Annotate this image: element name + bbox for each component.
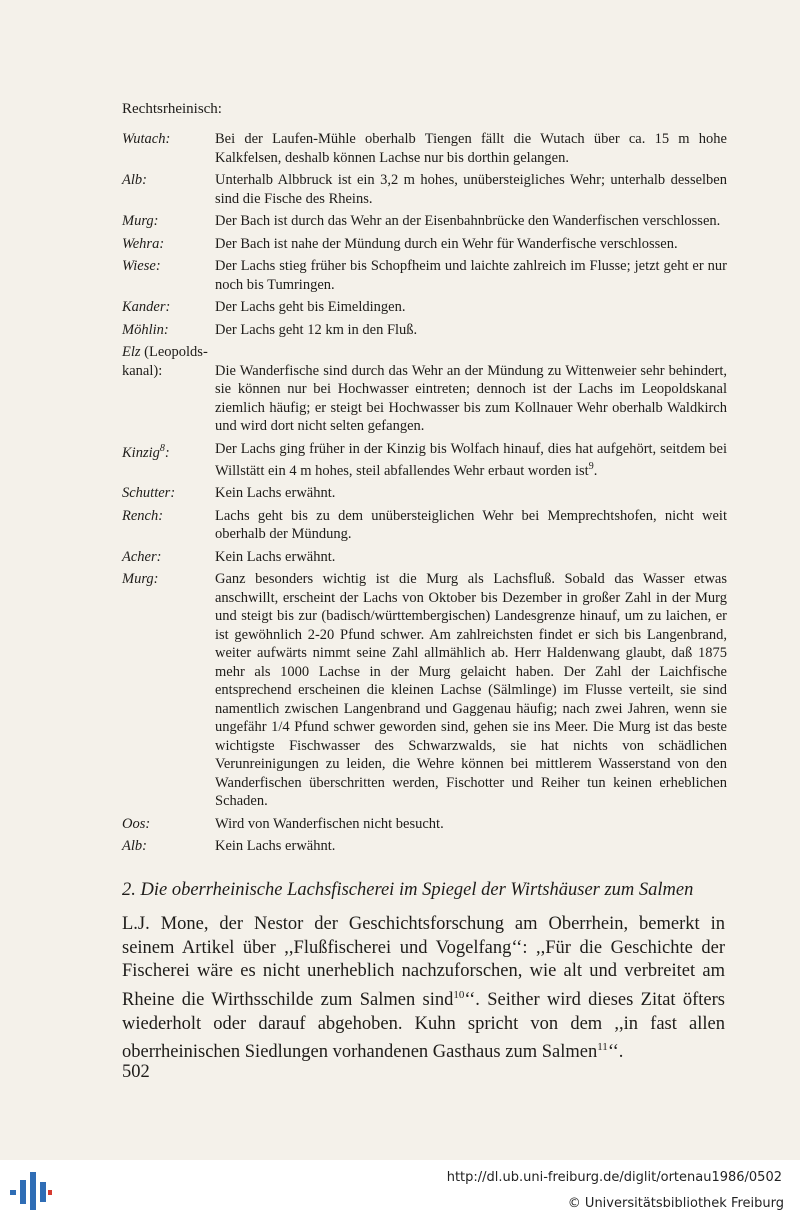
paragraph-text: L.J. Mone, der Nestor der Geschichtsforschung am Oberrhein, bemerkt in seinem Artikel über ,,Flußfischerei und Vogelfang‘‘: ,,Für die Geschichte der Fischerei wäre es nicht unerheblich nachzuforschen, wie alt und verbreitet am Rheine die Wirthsschilde zum Salmen sind xyxy=(122,914,725,1010)
river-entry xyxy=(122,212,727,231)
river-description: Bei der Laufen-Mühle oberhalb Tiengen fällt die Wutach über ca. 15 m hohe Kalkfelsen, deshalb können Lachse nur bis dorthin gelangen. xyxy=(215,131,727,166)
footnote-ref: 11 xyxy=(597,1041,608,1054)
river-entry xyxy=(122,235,727,254)
river-entry xyxy=(122,171,727,208)
river-description: Der Lachs geht 12 km in den Fluß. xyxy=(215,321,418,338)
river-name-suffix: : xyxy=(164,444,170,461)
river-entry xyxy=(122,548,727,567)
river-entry xyxy=(122,507,727,544)
river-entry xyxy=(122,484,727,503)
logo-bar xyxy=(20,1180,26,1204)
river-description: Der Lachs stieg früher bis Schopfheim und laichte zahlreich im Flusse; jetzt geht er nur noch bis Tumringen. xyxy=(215,258,727,293)
footer-url-link[interactable]: http://dl.ub.uni-freiburg.de/diglit/ortenau1986/0502 xyxy=(446,1170,782,1185)
logo-bar xyxy=(48,1190,52,1195)
river-description-end: . xyxy=(593,462,598,479)
paragraph-text: ‘‘. Seither wird dieses Zitat öfters wiederholt oder darauf abgehoben. Kuhn spricht von dem ,,in fast allen oberrheinischen Siedlungen vorhandenen Gasthaus zum Salmen xyxy=(122,989,725,1063)
river-name-text: Kinzig xyxy=(122,444,160,461)
river-name: Wehra: xyxy=(122,235,165,252)
footnote-ref: 9 xyxy=(588,461,594,472)
body-paragraph xyxy=(122,913,725,1065)
section-heading: 2. Die oberrheinische Lachsfischerei im Spiegel der Wirtshäuser zum Salmen xyxy=(122,880,694,900)
river-name: Wutach: xyxy=(122,131,171,147)
river-description: Ganz besonders wichtig ist die Murg als Lachsfluß. Sobald das Wasser etwas anschwillt, erscheint der Lachs von Oktober bis Dezember in großer Zahl in der Murg und steigt bis zur (badisch/württembergischen) Landesgrenze hinauf, um zu laichen, er ist gewöhnlich 2-20 Pfund schwer. Am zahlreichsten findet er sich bis Langenbrand, weiter aufwärts nimmt seine Zahl allmählich ab. Herr Haldenwang glaubt, daß 1875 mehr als 1000 Lachse in der Murg gelaicht haben. Der Zahl der Laichfische entsprechend erscheinen die kleinen Lachse (Sälmlinge) im Flusse verteilt, sie sind namentlich zwischen Langenbrand und Gaggenau häufig; nach zwei Jahren, wenn sie ungefähr 1/4 Pfund schwer geworden sind, gehen sie ins Meer. Die Murg ist das beste wichtigste Fischwasser des Schwarzwalds, sie hat nichts von schädlichen Verunreinigungen zu leiden, die Wehre können bei mittlerem Wasserstand von den Wanderfischen überschritten werden, Fischotter und Reiher tun keinen erheblichen Schaden. xyxy=(215,571,727,810)
river-description: Der Lachs geht bis Eimeldingen. xyxy=(215,299,406,315)
river-description: Kein Lachs erwähnt. xyxy=(215,548,336,565)
river-description: Wird von Wanderfischen nicht besucht. xyxy=(215,815,444,832)
river-name: Wiese: xyxy=(122,258,161,274)
river-description xyxy=(215,440,727,481)
river-description: Der Bach ist durch das Wehr an der Eisenbahnbrücke den Wanderfischen verschlossen. xyxy=(215,213,721,229)
river-description-text: Die Wanderfische sind durch das Wehr an der Mündung zu Wittenweier sehr behindert, sie können nur bei Hochwasser eintreten; dennoch ist der Lachs im Leopoldskanal ziemlich häufig; er steigt bei Hochwasser bis zum Kollnauer Wehr oberhalb Waldkirch und wird dort nicht selten gefangen. xyxy=(215,362,727,434)
river-description: Unterhalb Albbruck ist ein 3,2 m hohes, unübersteigliches Wehr; unterhalb desselben sind die Fische des Rheins. xyxy=(215,172,727,207)
river-name-italic: Elz xyxy=(122,344,141,360)
river-name: Kander: xyxy=(122,299,171,315)
river-description: Kein Lachs erwähnt. xyxy=(215,485,336,502)
river-entry xyxy=(122,343,727,436)
river-name: Murg: xyxy=(122,213,159,229)
river-entry xyxy=(122,815,727,834)
river-name: Möhlin: xyxy=(122,321,169,338)
river-entry xyxy=(122,440,727,481)
river-name: Alb: xyxy=(122,172,147,188)
river-name xyxy=(122,343,215,436)
river-description: Kein Lachs erwähnt. xyxy=(215,838,336,855)
logo-bar xyxy=(10,1190,16,1195)
river-description xyxy=(215,343,727,436)
footer-bar xyxy=(0,1160,800,1220)
river-name: Oos: xyxy=(122,815,151,832)
library-logo-icon xyxy=(10,1168,52,1212)
river-description: Der Bach ist nahe der Mündung durch ein Wehr für Wanderfische verschlossen. xyxy=(215,235,678,252)
river-name: Acher: xyxy=(122,548,162,565)
river-name: Murg: xyxy=(122,571,159,588)
river-entry xyxy=(122,298,727,317)
river-description-text: Der Lachs ging früher in der Kinzig bis Wolfach hinauf, dies hat aufgehört, seitdem bei Willstätt ein 4 m hohes, steil abfallendes Wehr erbaut worden ist xyxy=(215,440,727,479)
river-entry xyxy=(122,837,727,856)
river-name-rest: (Leopolds- xyxy=(140,344,208,360)
footer-copyright: © Universitätsbibliothek Freiburg xyxy=(567,1196,784,1211)
paragraph-text: ‘‘. xyxy=(607,1042,624,1063)
section-label: Rechtsrheinisch: xyxy=(122,101,222,117)
river-entry xyxy=(122,321,727,340)
river-name-line2: kanal): xyxy=(122,362,163,379)
logo-bar xyxy=(40,1182,46,1202)
river-name: Rench: xyxy=(122,507,164,524)
river-entry xyxy=(122,570,727,811)
river-list xyxy=(122,130,727,860)
river-description: Lachs geht bis zu dem unübersteiglichen Wehr bei Memprechtshofen, nicht weit oberhalb der Mündung. xyxy=(215,507,727,543)
river-entry xyxy=(122,257,727,294)
footnote-ref: 8 xyxy=(159,442,165,454)
page-number: 502 xyxy=(122,1062,150,1082)
river-name xyxy=(122,440,215,481)
river-name: Schutter: xyxy=(122,485,176,502)
footnote-ref: 10 xyxy=(453,988,465,1001)
river-name: Alb: xyxy=(122,838,147,855)
river-entry xyxy=(122,130,727,167)
logo-bar xyxy=(30,1172,36,1210)
